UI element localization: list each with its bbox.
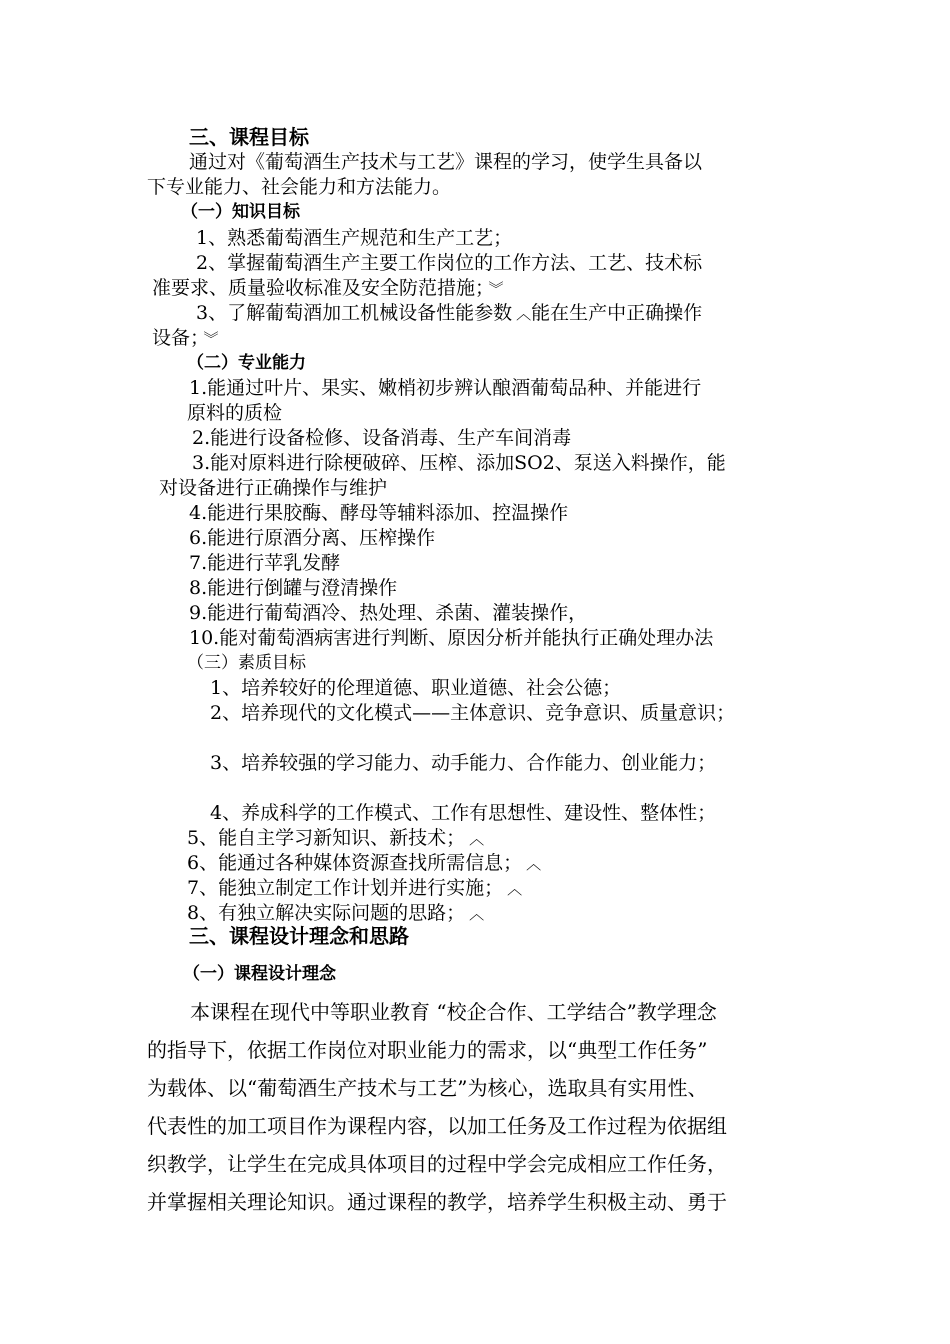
section-heading-course-design: 三、课程设计理念和思路: [189, 924, 409, 948]
list-item: 1、熟悉葡萄酒生产规范和生产工艺；: [196, 227, 513, 249]
list-item-continued: 准要求、质量验收标准及安全防范措施； ︾: [152, 277, 504, 299]
caret-mark: ︿: [469, 830, 485, 848]
section-heading-course-goals: 三、课程目标: [189, 125, 309, 149]
list-item: 3.能对原料进行除梗破碎、压榨、添加SO2、泵送入料操作，能: [192, 452, 726, 474]
list-item-continued: 对设备进行正确操作与维护: [159, 477, 388, 499]
list-item: 4、养成科学的工作模式、工作有思想性、建设性、整体性；: [210, 802, 717, 824]
paragraph-line: 为载体、以“葡萄酒生产技术与工艺”为核心，选取具有实用性、: [147, 1076, 708, 1100]
list-item: 7、能独立制定工作计划并进行实施； ︿: [187, 877, 523, 899]
paragraph-line: 代表性的加工项目作为课程内容，以加工任务及工作过程为依据组: [147, 1114, 727, 1138]
list-item: 10.能对葡萄酒病害进行判断、原因分析并能执行正确处理办法: [189, 627, 714, 649]
intro-line: 通过对《葡萄酒生产技术与工艺》课程的学习，使学生具备以: [189, 151, 703, 173]
subheading-professional-ability: （二）专业能力: [187, 353, 306, 373]
list-item: 8、有独立解决实际问题的思路； ︿: [187, 902, 485, 924]
list-item-continued: 设备； ︾: [152, 327, 219, 349]
intro-line: 下专业能力、社会能力和方法能力。: [147, 176, 452, 198]
subheading-knowledge-goals: （一）知识目标: [181, 202, 300, 222]
list-item: 9.能进行葡萄酒冷、热处理、杀菌、灌装操作，: [189, 602, 588, 624]
list-item: 7.能进行苹乳发酵: [189, 552, 341, 574]
caret-mark: ︿: [526, 855, 542, 873]
list-item: 3、了解葡萄酒加工机械设备性能参数 ︿能在生产中正确操作: [196, 302, 703, 324]
list-item-continued: 原料的质检: [187, 402, 283, 424]
caret-mark: ︿: [516, 305, 532, 323]
list-item: 1.能通过叶片、果实、嫩梢初步辨认酿酒葡萄品种、并能进行: [189, 377, 702, 399]
paragraph-line: 织教学，让学生在完成具体项目的过程中学会完成相应工作任务，: [147, 1152, 727, 1176]
list-item: 2.能进行设备检修、设备消毒、生产车间消毒: [192, 427, 572, 449]
subheading-quality-goals: （三）素质目标: [187, 653, 306, 673]
double-chevron-mark: ︾: [488, 280, 504, 298]
subheading-design-concept: （一）课程设计理念: [183, 964, 336, 984]
list-item: 4.能进行果胶酶、酵母等辅料添加、控温操作: [189, 502, 569, 524]
list-item: 5、能自主学习新知识、新技术； ︿: [187, 827, 485, 849]
list-item: 2、培养现代的文化模式——主体意识、竞争意识、质量意识；: [210, 702, 736, 724]
list-item: 2、掌握葡萄酒生产主要工作岗位的工作方法、工艺、技术标: [196, 252, 703, 274]
paragraph-line: 本课程在现代中等职业教育 “校企合作、工学结合”教学理念: [190, 1000, 717, 1024]
paragraph-line: 并掌握相关理论知识。通过课程的教学，培养学生积极主动、勇于: [147, 1190, 727, 1214]
list-item: 6、能通过各种媒体资源查找所需信息； ︿: [187, 852, 542, 874]
list-item: 6.能进行原酒分离、压榨操作: [189, 527, 436, 549]
list-item: 1、培养较好的伦理道德、职业道德、社会公德；: [210, 677, 622, 699]
list-item: 8.能进行倒罐与澄清操作: [189, 577, 398, 599]
double-chevron-mark: ︾: [203, 330, 219, 348]
caret-mark: ︿: [469, 905, 485, 923]
caret-mark: ︿: [507, 880, 523, 898]
list-item: 3、培养较强的学习能力、动手能力、合作能力、创业能力；: [210, 752, 717, 774]
paragraph-line: 的指导下，依据工作岗位对职业能力的需求，以“典型工作任务”: [147, 1038, 708, 1062]
